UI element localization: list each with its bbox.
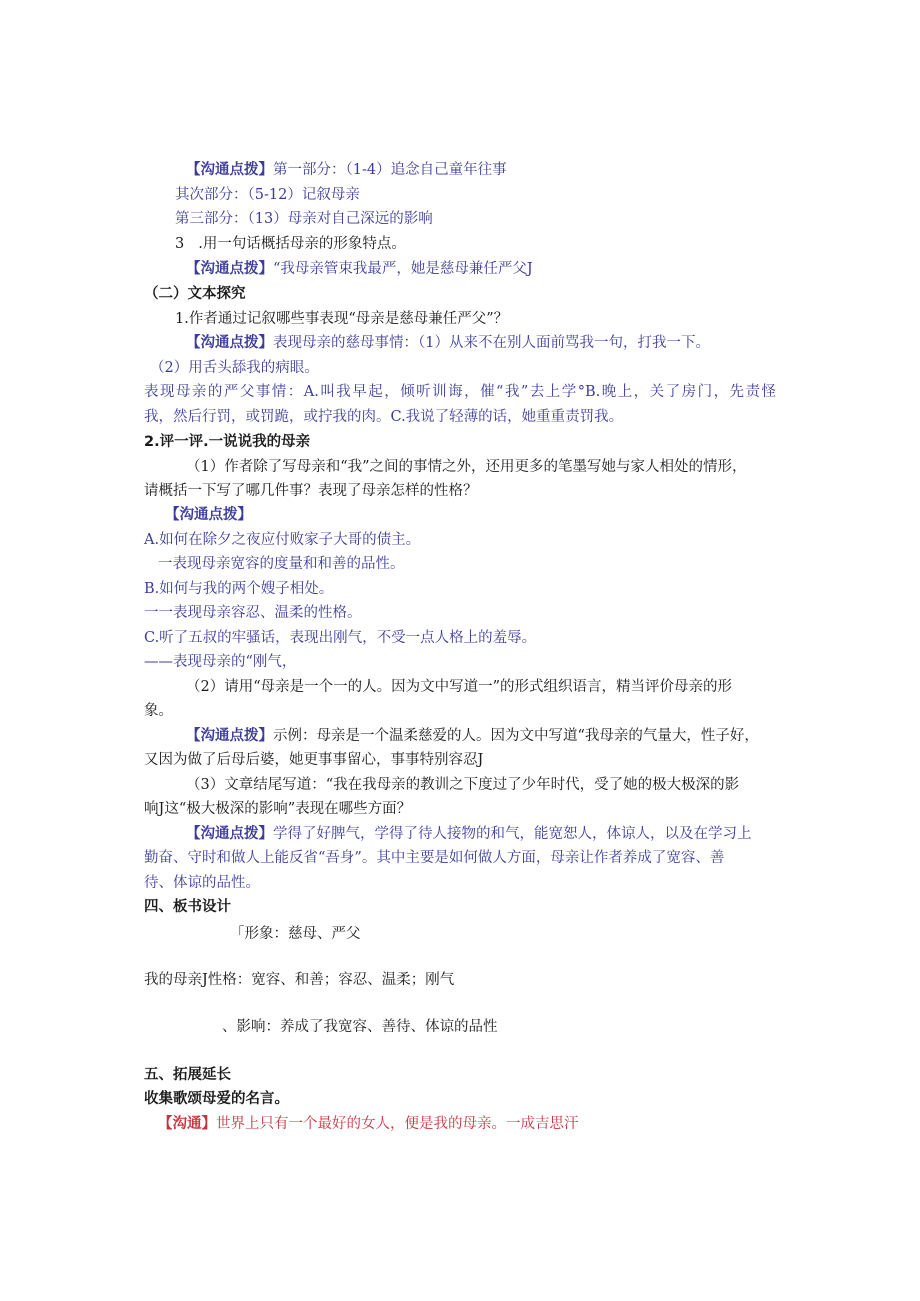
eval-item-c-note: ——表现母亲的“刚气， <box>144 654 297 670</box>
eval-answer-3-text: 学得了好脾气，学得了待人接物的和气，能宽恕人，体谅人，以及在学习上 <box>273 826 752 842</box>
eval-question-1-line-1: （1）作者除了写母亲和“我”之间的事情之外，还用更多的笔墨写她与家人相处的情形， <box>186 459 747 475</box>
eval-question-1-line-2: 请概括一下写了哪几件事？表现了母亲怎样的性格？ <box>144 483 478 499</box>
outline-part1: 第一部分：（1-4）追念自己童年往事 <box>273 162 507 178</box>
question-3-answer: “我母亲管束我最严，她是慈母兼任严父J <box>273 261 533 277</box>
eval-answer-3-line-1 <box>186 824 752 844</box>
tip-label: 【沟通点拨】 <box>165 506 252 523</box>
question-number: 3 <box>175 236 185 252</box>
eval-item-a: A.如何在除夕之夜应付败家子大哥的债主。 <box>144 532 421 548</box>
inquiry-answer-3: 表现母亲的严父事情：A.叫我早起，倾听训诲，催“我”去上学°B.晚上，关了房门，先责怪 <box>144 384 776 400</box>
question-3-answer-line <box>186 259 533 279</box>
board-line-image: 「形象：慈母、严父 <box>230 926 361 942</box>
eval-item-b: B.如何与我的两个嫂子相处。 <box>144 581 334 597</box>
inquiry-answer-4: 我，然后行罚，或罚跪，或拧我的肉。C.我说了轻薄的话，她重重责罚我。 <box>144 409 624 425</box>
outline-part2: 其次部分：（5-12）记叙母亲 <box>175 187 360 203</box>
board-line-character: 我的母亲J性格：宽容、和善；容忍、温柔；刚气 <box>144 972 455 988</box>
outline-part1-line <box>186 160 507 180</box>
extension-task: 收集歌颂母爱的名言。 <box>144 1091 289 1107</box>
eval-answer-3-line-2: 勤奋、守时和做人上能反省“吾身”。其中主要是如何做人方面，母亲让作者养成了宽容、善 <box>144 850 725 866</box>
inquiry-question-1: 1.作者通过记叙哪些事表现“母亲是慈母兼任严父”？ <box>175 311 509 327</box>
question-text: .用一句话概括母亲的形象特点。 <box>198 236 406 252</box>
tip-label: 【沟通点拨】 <box>186 727 273 744</box>
inquiry-answer-line-1 <box>186 333 710 353</box>
inquiry-answer-2: （2）用舌头舔我的病眼。 <box>150 360 319 376</box>
eval-answer-2-line-1 <box>186 726 759 746</box>
question-3 <box>175 234 406 254</box>
inquiry-answer-1: 表现母亲的慈母事情：（1）从来不在别人面前骂我一句，打我一下。 <box>273 335 710 351</box>
board-line-influence: 、影响：养成了我宽容、善待、体谅的品性 <box>222 1019 498 1035</box>
eval-question-3-line-1: （3）文章结尾写道：“我在我母亲的教训之下度过了少年时代，受了她的极大极深的影 <box>186 777 740 793</box>
eval-item-b-note: 一一表现母亲容忍、温柔的性格。 <box>144 605 362 621</box>
section-heading-board-design: 四、板书设计 <box>144 899 231 915</box>
eval-item-a-note: 一表现母亲宽容的度量和和善的品性。 <box>158 556 405 572</box>
tip-label: 【沟通点拨】 <box>186 825 273 842</box>
section-heading-evaluate: 2.评一评.一说说我的母亲 <box>144 434 311 450</box>
eval-question-2-line-1: （2）请用“母亲是一个一的人。因为文中写道一”的形式组织语言，精当评价母亲的形 <box>186 679 733 695</box>
eval-answer-2-text: 示例：母亲是一个温柔慈爱的人。因为文中写道“我母亲的气量大，性子好， <box>273 728 759 744</box>
section-heading-text-inquiry: （二）文本探究 <box>144 286 246 302</box>
outline-part3: 第三部分：（13）母亲对自己深远的影响 <box>175 211 433 227</box>
tip-label: 【沟通点拨】 <box>186 161 273 178</box>
quote-text: 世界上只有一个最好的女人，便是我的母亲。一成吉思汗 <box>216 1116 579 1132</box>
eval-answer-2-line-2: 又因为做了后母后婆，她更事事留心，事事特别容忍J <box>144 752 484 768</box>
eval-answer-3-line-3: 待、体谅的品性。 <box>144 875 260 891</box>
eval-question-3-line-2: 响J这“极大极深的影响”表现在哪些方面？ <box>144 801 412 817</box>
tip-label: 【沟通点拨】 <box>186 334 273 351</box>
eval-question-2-line-2: 象。 <box>144 703 173 719</box>
tip-label: 【沟通】 <box>158 1115 216 1132</box>
quote-line <box>158 1114 579 1134</box>
tip-label: 【沟通点拨】 <box>186 260 273 277</box>
section-heading-extension: 五、拓展延长 <box>144 1067 231 1083</box>
eval-item-c: C.听了五叔的牢骚话，表现出刚气，不受一点人格上的羞辱。 <box>144 630 537 646</box>
